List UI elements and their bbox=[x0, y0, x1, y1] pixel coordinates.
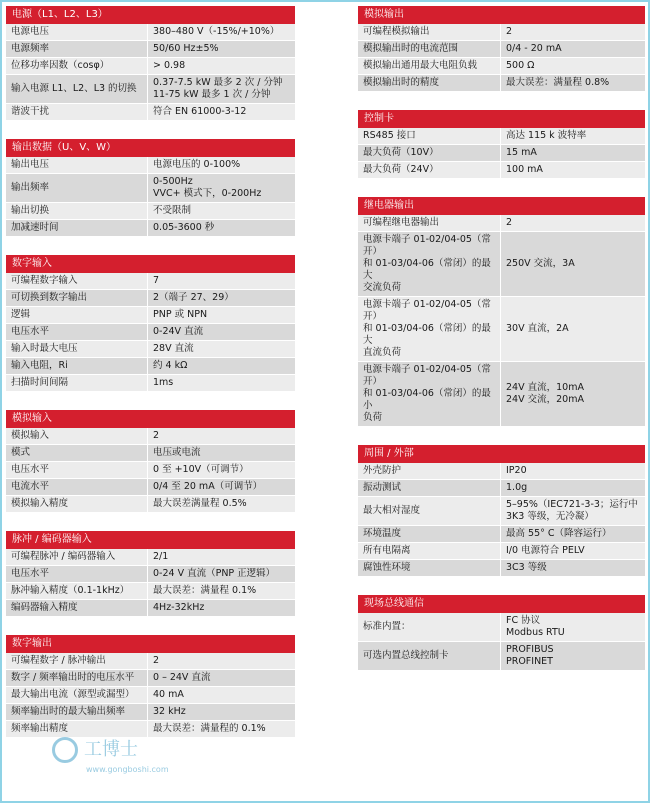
table-row bbox=[6, 375, 295, 392]
watermark-url: www.gongboshi.com bbox=[86, 765, 169, 774]
section-header: 现场总线通信 bbox=[358, 595, 645, 613]
spec-label: 可选内置总线控制卡 bbox=[358, 642, 501, 671]
table-row bbox=[6, 566, 295, 583]
spec-label: 输出切换 bbox=[6, 203, 148, 220]
right-spec-section bbox=[358, 445, 645, 577]
spec-label: 最大输出电流（源型或漏型） bbox=[6, 687, 148, 704]
spec-label: 振动测试 bbox=[358, 480, 501, 497]
spec-value: 250V 交流，3A bbox=[501, 232, 646, 297]
spec-value: 32 kHz bbox=[148, 704, 296, 721]
table-row bbox=[6, 445, 295, 462]
spec-value: 0-24V 直流 bbox=[148, 324, 296, 341]
table-row bbox=[358, 297, 645, 362]
left-spec-section bbox=[6, 139, 295, 237]
table-row bbox=[6, 653, 295, 670]
spec-value: 2 bbox=[148, 653, 296, 670]
spec-label: 输入电阻，Ri bbox=[6, 358, 148, 375]
table-row bbox=[358, 642, 645, 671]
spec-label: 最大相对湿度 bbox=[358, 497, 501, 526]
spec-value: 24V 直流，10mA 24V 交流，20mA bbox=[501, 362, 646, 427]
table-row bbox=[358, 58, 645, 75]
table-row bbox=[6, 174, 295, 203]
spec-value: 最大误差：满量程 0.8% bbox=[501, 75, 646, 92]
table-row bbox=[6, 203, 295, 220]
spec-label: 电源卡端子 01-02/04-05（常开） 和 01-03/04-06（常闭）的最大 直流负荷 bbox=[358, 297, 501, 362]
spec-table bbox=[6, 653, 295, 738]
left-spec-section bbox=[6, 255, 295, 392]
left-spec-section bbox=[6, 410, 295, 513]
section-header: 模拟输出 bbox=[358, 6, 645, 24]
table-row bbox=[6, 704, 295, 721]
spec-label: 电源卡端子 01-02/04-05（常开） 和 01-03/04-06（常闭）的最小 负荷 bbox=[358, 362, 501, 427]
spec-value: PROFIBUS PROFINET bbox=[501, 642, 646, 671]
spec-value: 5–95%（IEC721-3-3；运行中 3K3 等级，无冷凝） bbox=[501, 497, 646, 526]
spec-table bbox=[358, 613, 645, 671]
spec-value: 30V 直流，2A bbox=[501, 297, 646, 362]
spec-label: 电压水平 bbox=[6, 566, 148, 583]
right-column bbox=[358, 6, 645, 689]
table-row bbox=[6, 549, 295, 566]
spec-table bbox=[6, 157, 295, 237]
table-row bbox=[6, 41, 295, 58]
spec-label: 电源电压 bbox=[6, 24, 148, 41]
spec-value: 380–480 V（-15%/+10%） bbox=[148, 24, 296, 41]
table-row bbox=[6, 721, 295, 738]
spec-label: 模拟输出时的精度 bbox=[358, 75, 501, 92]
spec-label: 最大负荷（24V） bbox=[358, 162, 501, 179]
table-row bbox=[6, 479, 295, 496]
section-header: 模拟输入 bbox=[6, 410, 295, 428]
section-header: 数字输入 bbox=[6, 255, 295, 273]
spec-label: 扫描时间间隔 bbox=[6, 375, 148, 392]
spec-label: 输入电源 L1、L2、L3 的切换 bbox=[6, 75, 148, 104]
table-row bbox=[358, 463, 645, 480]
spec-table bbox=[6, 273, 295, 392]
spec-table bbox=[358, 463, 645, 577]
spec-value: 0/4 - 20 mA bbox=[501, 41, 646, 58]
spec-value: 不受限制 bbox=[148, 203, 296, 220]
table-row bbox=[6, 220, 295, 237]
spec-value: 最大误差：满量程的 0.1% bbox=[148, 721, 296, 738]
section-header: 电源（L1、L2、L3） bbox=[6, 6, 295, 24]
spec-label: 所有电隔离 bbox=[358, 543, 501, 560]
table-row bbox=[358, 75, 645, 92]
spec-value: 1ms bbox=[148, 375, 296, 392]
spec-table bbox=[358, 24, 645, 92]
spec-value: 最高 55° C（降容运行） bbox=[501, 526, 646, 543]
spec-label: 输出频率 bbox=[6, 174, 148, 203]
table-row bbox=[6, 341, 295, 358]
table-row bbox=[358, 24, 645, 41]
right-spec-section bbox=[358, 6, 645, 92]
table-row bbox=[358, 526, 645, 543]
table-row bbox=[6, 24, 295, 41]
spec-label: RS485 接口 bbox=[358, 128, 501, 145]
spec-label: 输入时最大电压 bbox=[6, 341, 148, 358]
table-row bbox=[358, 543, 645, 560]
spec-value: 2/1 bbox=[148, 549, 296, 566]
spec-label: 电压水平 bbox=[6, 324, 148, 341]
spec-label: 模拟输入 bbox=[6, 428, 148, 445]
spec-value: 40 mA bbox=[148, 687, 296, 704]
table-row bbox=[6, 583, 295, 600]
spec-label: 位移功率因数（cosφ） bbox=[6, 58, 148, 75]
spec-table bbox=[6, 428, 295, 513]
spec-value: 最大误差满量程 0.5% bbox=[148, 496, 296, 513]
spec-label: 输出电压 bbox=[6, 157, 148, 174]
table-row bbox=[358, 145, 645, 162]
spec-label: 编码器输入精度 bbox=[6, 600, 148, 617]
watermark-text: 工博士 bbox=[84, 739, 138, 760]
section-header: 数字输出 bbox=[6, 635, 295, 653]
left-spec-section bbox=[6, 6, 295, 121]
spec-label: 腐蚀性环境 bbox=[358, 560, 501, 577]
spec-value: 2（端子 27、29） bbox=[148, 290, 296, 307]
table-row bbox=[6, 273, 295, 290]
spec-label: 可编程数字 / 脉冲输出 bbox=[6, 653, 148, 670]
spec-value: 0.37-7.5 kW 最多 2 次 / 分钟 11-75 kW 最多 1 次 / 分钟 bbox=[148, 75, 296, 104]
spec-table bbox=[358, 128, 645, 179]
spec-value: 1.0g bbox=[501, 480, 646, 497]
spec-label: 最大负荷（10V） bbox=[358, 145, 501, 162]
spec-value: I/0 电源符合 PELV bbox=[501, 543, 646, 560]
spec-label: 外壳防护 bbox=[358, 463, 501, 480]
table-row bbox=[6, 290, 295, 307]
spec-label: 标准内置： bbox=[358, 613, 501, 642]
spec-label: 可编程模拟输出 bbox=[358, 24, 501, 41]
spec-value: FC 协议 Modbus RTU bbox=[501, 613, 646, 642]
table-row bbox=[6, 324, 295, 341]
spec-value: 0 至 +10V（可调节） bbox=[148, 462, 296, 479]
spec-label: 可编程脉冲 / 编码器输入 bbox=[6, 549, 148, 566]
spec-table bbox=[6, 549, 295, 617]
section-header: 继电器输出 bbox=[358, 197, 645, 215]
right-spec-section bbox=[358, 595, 645, 671]
spec-label: 电源频率 bbox=[6, 41, 148, 58]
spec-value: 0/4 至 20 mA（可调节） bbox=[148, 479, 296, 496]
table-row bbox=[6, 104, 295, 121]
spec-label: 模拟输出时的电流范围 bbox=[358, 41, 501, 58]
section-header: 控制卡 bbox=[358, 110, 645, 128]
spec-value: 50/60 Hz±5% bbox=[148, 41, 296, 58]
table-row bbox=[358, 232, 645, 297]
table-row bbox=[358, 41, 645, 58]
table-row bbox=[358, 362, 645, 427]
spec-value: 2 bbox=[501, 24, 646, 41]
spec-value: 0 – 24V 直流 bbox=[148, 670, 296, 687]
spec-value: 最大误差：满量程 0.1% bbox=[148, 583, 296, 600]
table-row bbox=[6, 58, 295, 75]
table-row bbox=[358, 497, 645, 526]
table-row bbox=[358, 613, 645, 642]
spec-value: 0.05-3600 秒 bbox=[148, 220, 296, 237]
spec-value: 高达 115 k 波特率 bbox=[501, 128, 646, 145]
spec-label: 数字 / 频率输出时的电压水平 bbox=[6, 670, 148, 687]
spec-value: 3C3 等级 bbox=[501, 560, 646, 577]
section-header: 脉冲 / 编码器输入 bbox=[6, 531, 295, 549]
spec-value: 2 bbox=[501, 215, 646, 232]
spec-table bbox=[358, 215, 645, 427]
table-row bbox=[358, 162, 645, 179]
table-row bbox=[358, 560, 645, 577]
table-row bbox=[358, 128, 645, 145]
table-row bbox=[6, 307, 295, 324]
right-spec-section bbox=[358, 197, 645, 427]
table-row bbox=[6, 496, 295, 513]
spec-value: 100 mA bbox=[501, 162, 646, 179]
section-header: 周围 / 外部 bbox=[358, 445, 645, 463]
spec-label: 环境温度 bbox=[358, 526, 501, 543]
spec-value: 4Hz-32kHz bbox=[148, 600, 296, 617]
spec-value: 2 bbox=[148, 428, 296, 445]
table-row bbox=[6, 358, 295, 375]
spec-label: 电源卡端子 01-02/04-05（常开） 和 01-03/04-06（常闭）的最大 交流负荷 bbox=[358, 232, 501, 297]
spec-value: 7 bbox=[148, 273, 296, 290]
spec-label: 频率输出时的最大输出频率 bbox=[6, 704, 148, 721]
right-spec-section bbox=[358, 110, 645, 179]
spec-label: 电压水平 bbox=[6, 462, 148, 479]
spec-label: 逻辑 bbox=[6, 307, 148, 324]
spec-label: 模拟输出通用最大电阻负载 bbox=[358, 58, 501, 75]
table-row bbox=[6, 600, 295, 617]
spec-label: 模式 bbox=[6, 445, 148, 462]
table-row bbox=[358, 480, 645, 497]
table-row bbox=[358, 215, 645, 232]
spec-value: 0-500Hz VVC+ 模式下，0-200Hz bbox=[148, 174, 296, 203]
table-row bbox=[6, 428, 295, 445]
spec-value: IP20 bbox=[501, 463, 646, 480]
spec-label: 可编程继电器输出 bbox=[358, 215, 501, 232]
left-spec-section bbox=[6, 531, 295, 617]
spec-label: 可编程数字输入 bbox=[6, 273, 148, 290]
spec-label: 谐波干扰 bbox=[6, 104, 148, 121]
left-spec-section bbox=[6, 635, 295, 738]
spec-value: 电压或电流 bbox=[148, 445, 296, 462]
spec-label: 可切换到数字输出 bbox=[6, 290, 148, 307]
table-row bbox=[6, 157, 295, 174]
spec-label: 电流水平 bbox=[6, 479, 148, 496]
spec-table bbox=[6, 24, 295, 121]
table-row bbox=[6, 462, 295, 479]
table-row bbox=[6, 75, 295, 104]
spec-value: 符合 EN 61000-3-12 bbox=[148, 104, 296, 121]
spec-value: PNP 或 NPN bbox=[148, 307, 296, 324]
table-row bbox=[6, 670, 295, 687]
spec-value: 28V 直流 bbox=[148, 341, 296, 358]
spec-value: > 0.98 bbox=[148, 58, 296, 75]
spec-value: 0-24 V 直流（PNP 正逻辑） bbox=[148, 566, 296, 583]
left-column bbox=[6, 6, 295, 756]
spec-label: 脉冲输入精度（0.1-1kHz） bbox=[6, 583, 148, 600]
spec-value: 500 Ω bbox=[501, 58, 646, 75]
spec-value: 电源电压的 0-100% bbox=[148, 157, 296, 174]
table-row bbox=[6, 687, 295, 704]
section-header: 输出数据（U、V、W） bbox=[6, 139, 295, 157]
spec-label: 模拟输入精度 bbox=[6, 496, 148, 513]
spec-label: 频率输出精度 bbox=[6, 721, 148, 738]
spec-value: 15 mA bbox=[501, 145, 646, 162]
spec-label: 加减速时间 bbox=[6, 220, 148, 237]
spec-value: 约 4 kΩ bbox=[148, 358, 296, 375]
